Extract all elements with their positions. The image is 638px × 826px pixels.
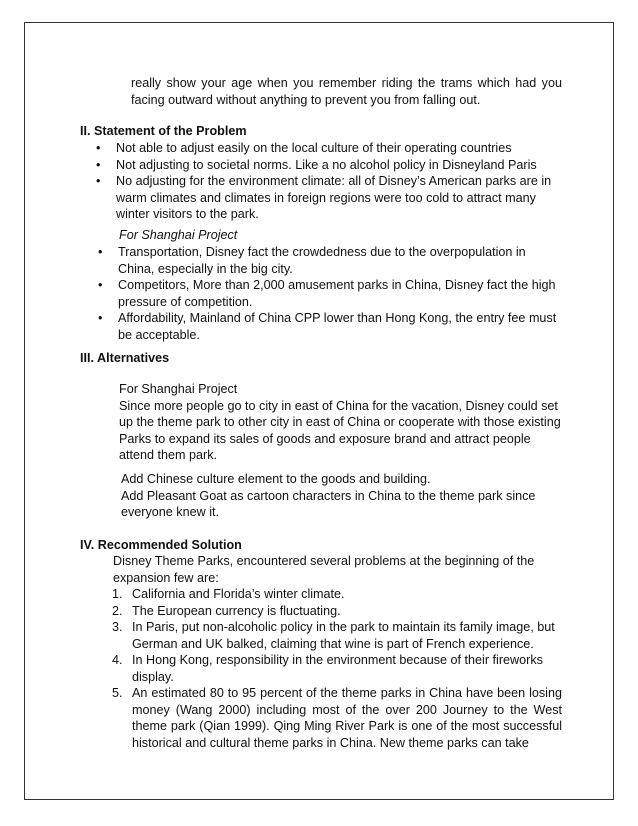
list-item (112, 685, 562, 751)
alternatives-line: Add Pleasant Goat as cartoon characters in China to the theme park since everyone knew it. (121, 488, 536, 519)
bullet-icon: • (96, 157, 101, 172)
list-item-text: Not able to adjust easily on the local culture of their operating countries (116, 141, 512, 155)
shanghai-subheading: For Shanghai Project (119, 228, 238, 242)
list-item-text: In Paris, put non-alcoholic policy in the park to maintain its family image, but German and UK balked, claiming that wine is part of French experience. (132, 620, 555, 651)
shanghai-problem-list (98, 244, 562, 343)
list-item-text: Competitors, More than 2,000 amusement parks in China, Disney fact the high pressure of competition. (118, 278, 556, 309)
bullet-icon: • (98, 278, 103, 292)
list-item-text: In Hong Kong, responsibility in the environment because of their fireworks display. (132, 653, 543, 684)
list-item (98, 277, 562, 310)
list-item-text: Transportation, Disney fact the crowdedness due to the overpopulation in China, especially in the big city. (118, 245, 526, 276)
list-item-text: Affordability, Mainland of China CPP lower than Hong Kong, the entry fee must be acceptable. (118, 311, 557, 342)
intro-paragraph: really show your age when you remember riding the trams which had you facing outward without anything to prevent you from falling out. (131, 76, 562, 107)
list-item (112, 586, 562, 603)
list-item (96, 140, 562, 157)
list-item (98, 310, 562, 343)
list-item-text: California and Florida’s winter climate. (132, 587, 345, 601)
bullet-icon: • (96, 141, 101, 155)
alternatives-paragraph-body: Since more people go to city in east of China for the vacation, Disney could set up the theme park to other city in east of China or cooperate with those existing Parks to expand its sales of goods and exposure brand and attract people attend them park. (119, 398, 561, 462)
alternatives-paragraph-2 (121, 471, 562, 521)
list-number: 3. (112, 620, 123, 634)
bullet-icon: • (98, 245, 103, 259)
list-item-text: The European currency is fluctuating. (132, 603, 341, 618)
alternatives-line: Add Chinese culture element to the goods and building. (121, 472, 431, 486)
list-item (96, 173, 562, 223)
list-item (112, 619, 562, 652)
list-item-text: An estimated 80 to 95 percent of the theme parks in China have been losing money (Wang 2000) including most of the over 200 Journey to the West theme park (Qian 1999). Qing Ming River Park is one of the most successful historical and cultural theme parks in China. New theme parks can take (132, 686, 562, 750)
list-number: 1. (112, 587, 123, 601)
list-number: 4. (112, 653, 123, 667)
list-item (112, 652, 562, 685)
list-item (112, 603, 562, 620)
list-number: 5. (112, 686, 123, 700)
bullet-icon: • (96, 174, 101, 188)
section-heading-recommended-solution: IV. Recommended Solution (80, 538, 242, 552)
list-item (98, 244, 562, 277)
list-item (96, 157, 562, 174)
section-heading-alternatives: III. Alternatives (80, 351, 170, 365)
problem-list (96, 140, 562, 223)
recommended-list (112, 586, 562, 751)
list-number: 2. (112, 603, 123, 618)
list-item-text: Not adjusting to societal norms. Like a no alcohol policy in Disneyland Paris (116, 157, 537, 172)
bullet-icon: • (98, 311, 103, 325)
list-item-text: No adjusting for the environment climate: all of Disney’s American parks are in warm climates and climates in foreign regions were too cold to attract many winter visitors to the park. (116, 174, 552, 221)
alternatives-paragraph-title: For Shanghai Project (119, 382, 238, 396)
alternatives-paragraph-1 (119, 381, 562, 464)
recommended-intro: Disney Theme Parks, encountered several problems at the beginning of the expansion few are: (113, 554, 535, 585)
section-heading-problem: II. Statement of the Problem (80, 124, 247, 138)
